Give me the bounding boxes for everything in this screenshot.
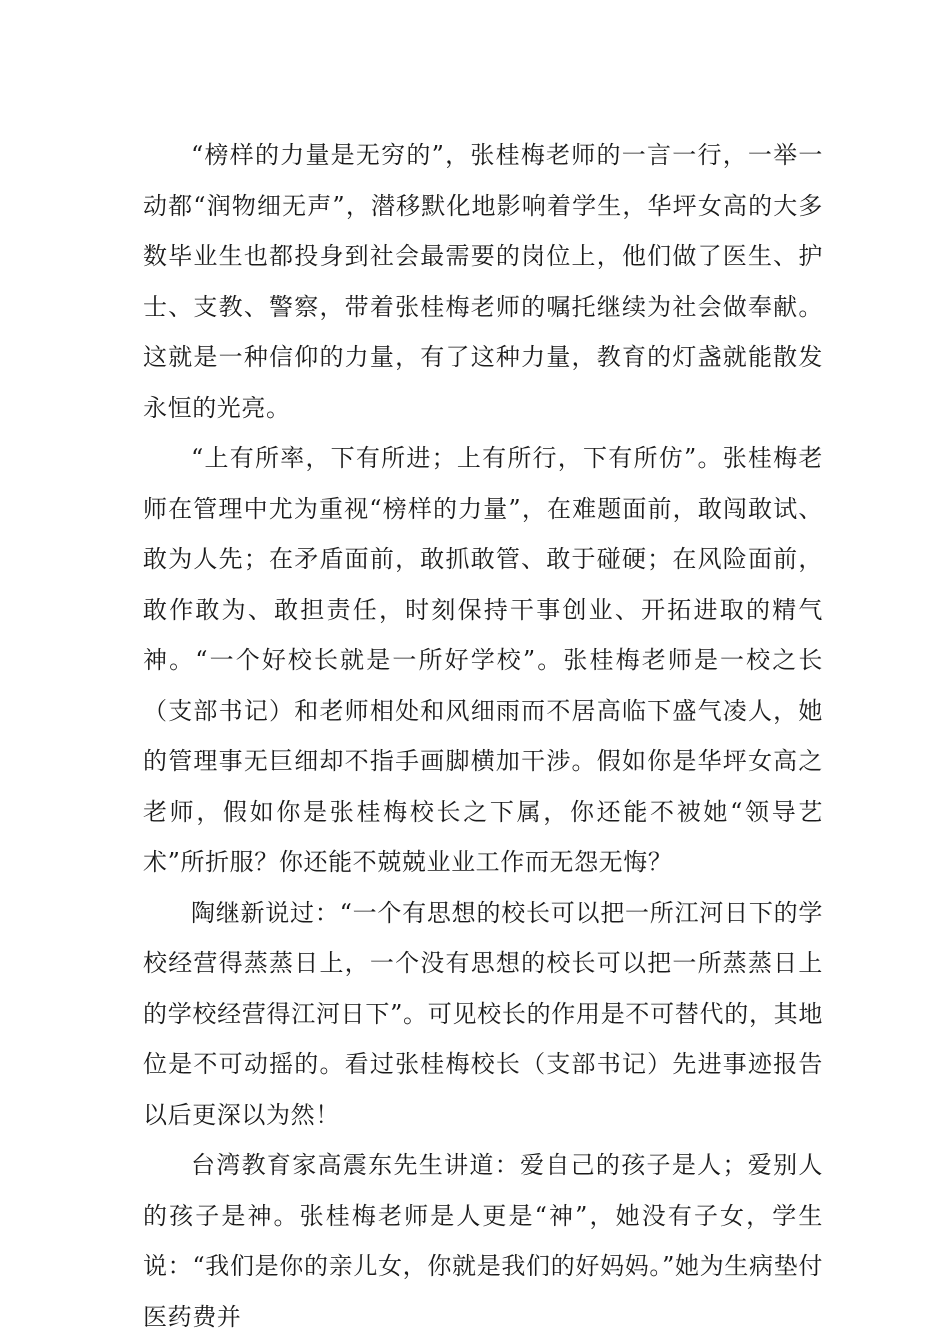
paragraph-role-model-power: “榜样的力量是无穷的”，张桂梅老师的一言一行，一举一动都“润物细无声”，潜移默化地影响着学生，华坪女高的大多数毕业生也都投身到社会最需要的岗位上，他们做了医生、护士、支教、警察，带着张桂梅老师的嘱托继续为社会做奉献。这就是一种信仰的力量，有了这种力量，教育的灯盏就能散发永恒的光亮。 [143,141,823,422]
document-body [143,130,823,1342]
paragraph-leadership: “上有所率，下有所进；上有所行，下有所仿”。张桂梅老师在管理中尤为重视“榜样的力量”，在难题面前，敢闯敢试、敢为人先；在矛盾面前，敢抓敢管、敢于碰硬；在风险面前，敢作敢为、敢担责任，时刻保持干事创业、开拓进取的精气神。“一个好校长就是一所好学校”。张桂梅老师是一校之长（支部书记）和老师相处和风细雨而不居高临下盛气凌人，她的管理事无巨细却不指手画脚横加干涉。假如你是华坪女高之老师，假如你是张桂梅校长之下属，你还能不被她“领导艺术”所折服？你还能不兢兢业业工作而无怨无悔？ [143,444,823,876]
paragraph-principal-role: 陶继新说过：“一个有思想的校长可以把一所江河日下的学校经营得蒸蒸日上，一个没有思想的校长可以把一所蒸蒸日上的学校经营得江河日下”。可见校长的作用是不可替代的，其地位是不可动摇的。看过张桂梅校长（支部书记）先进事迹报告以后更深以为然！ [143,898,823,1129]
paragraph-love-children: 台湾教育家高震东先生讲道：爱自己的孩子是人；爱别人的孩子是神。张桂梅老师是人更是“神”，她没有子女，学生说：“我们是你的亲儿女，你就是我们的好妈妈。”她为生病垫付医药费并 [143,1151,823,1331]
